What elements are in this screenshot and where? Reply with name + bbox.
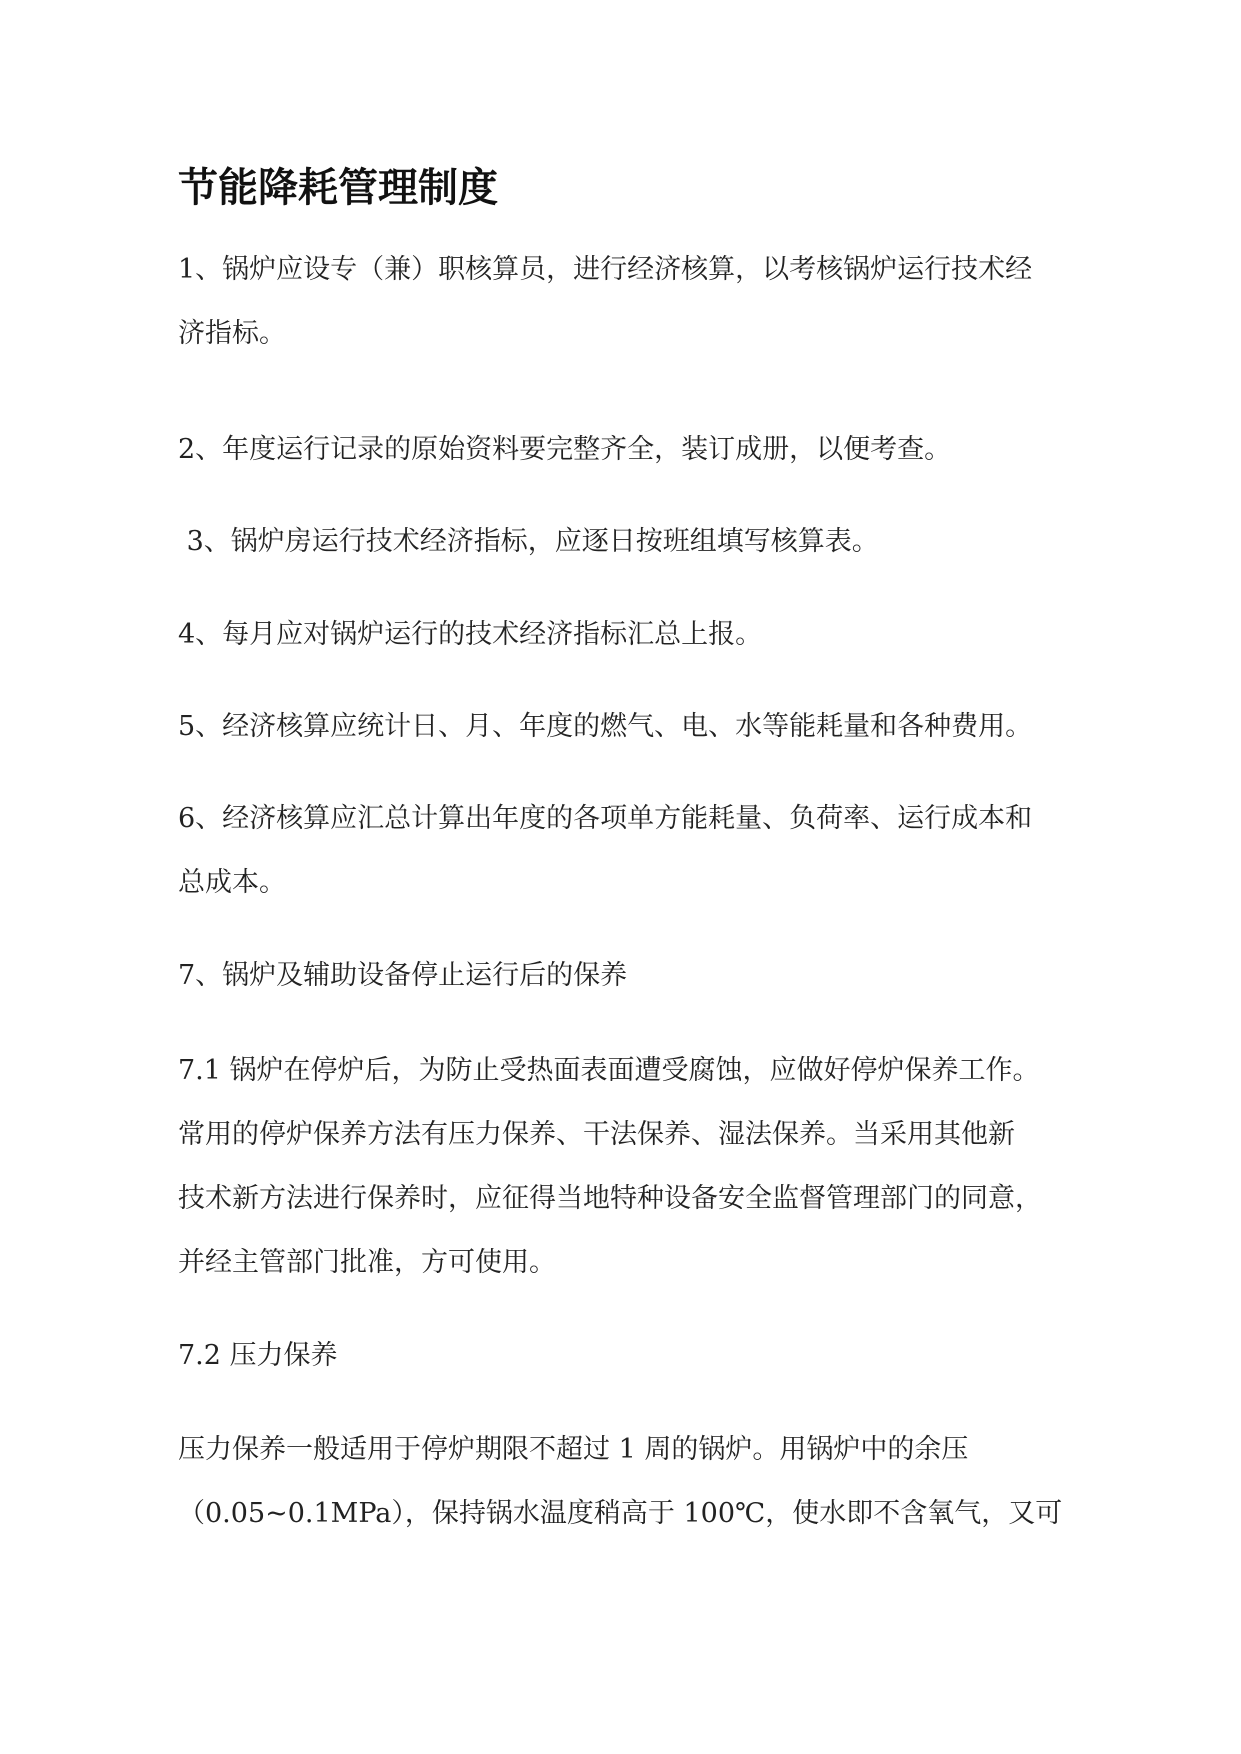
paragraph-line: 7.2 压力保养 bbox=[178, 1340, 338, 1371]
paragraph-line: 3、锅炉房运行技术经济指标，应逐日按班组填写核算表。 bbox=[178, 526, 879, 557]
paragraph-line: 6、经济核算应汇总计算出年度的各项单方能耗量、负荷率、运行成本和 bbox=[178, 803, 1033, 834]
paragraph-6 bbox=[178, 787, 1098, 915]
paragraph-7-1 bbox=[178, 1039, 1098, 1295]
paragraph-5 bbox=[178, 695, 1098, 759]
paragraph-pressure-maintenance bbox=[178, 1418, 1098, 1546]
paragraph-line: 7.1 锅炉在停炉后，为防止受热面表面遭受腐蚀，应做好停炉保养工作。 bbox=[178, 1055, 1040, 1086]
paragraph-line: 并经主管部门批准，方可使用。 bbox=[178, 1247, 556, 1278]
paragraph-line: 1、锅炉应设专（兼）职核算员，进行经济核算，以考核锅炉运行技术经 bbox=[178, 254, 1033, 285]
paragraph-7 bbox=[178, 944, 1098, 1008]
paragraph-line: 技术新方法进行保养时，应征得当地特种设备安全监督管理部门的同意， bbox=[178, 1183, 1042, 1214]
paragraph-line: 5、经济核算应统计日、月、年度的燃气、电、水等能耗量和各种费用。 bbox=[178, 711, 1033, 742]
paragraph-line: 2、年度运行记录的原始资料要完整齐全，装订成册，以便考查。 bbox=[178, 434, 952, 465]
paragraph-line: 4、每月应对锅炉运行的技术经济指标汇总上报。 bbox=[178, 619, 763, 650]
paragraph-4 bbox=[178, 603, 1098, 667]
paragraph-line: （0.05~0.1MPa），保持锅水温度稍高于 100℃，使水即不含氧气，又可 bbox=[178, 1498, 1063, 1529]
paragraph-1 bbox=[178, 238, 1098, 366]
paragraph-line: 常用的停炉保养方法有压力保养、干法保养、湿法保养。当采用其他新 bbox=[178, 1119, 1015, 1150]
paragraph-7-2 bbox=[178, 1324, 1098, 1388]
paragraph-line: 7、锅炉及辅助设备停止运行后的保养 bbox=[178, 960, 628, 991]
paragraph-line: 总成本。 bbox=[178, 867, 286, 898]
document-title: 节能降耗管理制度 bbox=[178, 165, 498, 211]
paragraph-3 bbox=[178, 510, 1098, 574]
paragraph-line: 压力保养一般适用于停炉期限不超过 1 周的锅炉。用锅炉中的余压 bbox=[178, 1434, 969, 1465]
paragraph-line: 济指标。 bbox=[178, 318, 286, 349]
paragraph-2 bbox=[178, 418, 1098, 482]
